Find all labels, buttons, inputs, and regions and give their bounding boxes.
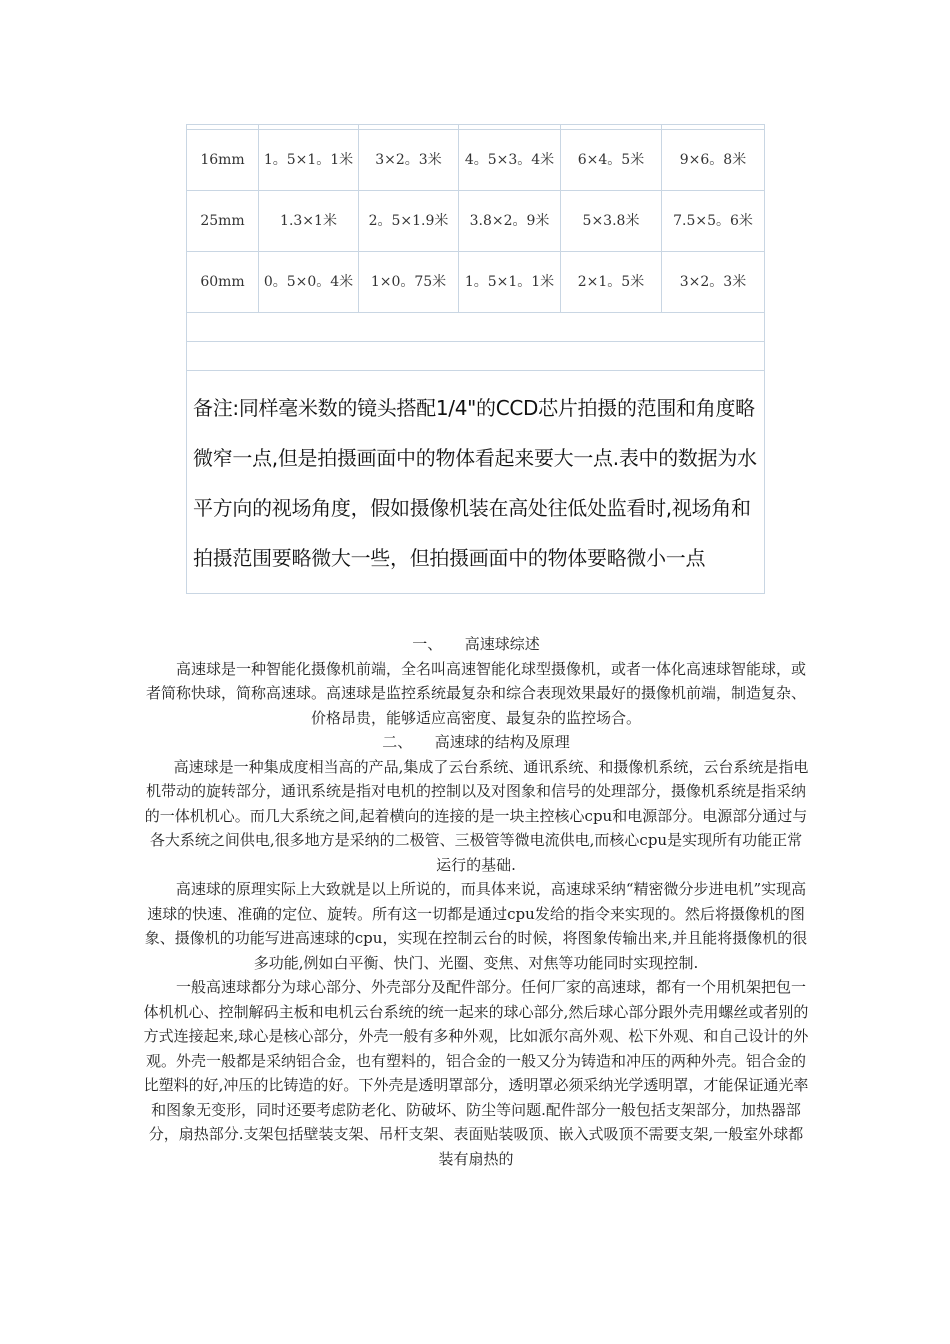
section-title: 高速球综述 <box>464 635 540 653</box>
table-note-row <box>187 371 765 594</box>
lens-range-table <box>186 124 765 594</box>
section-number: 一、 <box>412 635 443 653</box>
section-title: 高速球的结构及原理 <box>434 733 570 751</box>
range-cell: 4。5×3。4米 <box>459 130 561 191</box>
range-cell: 2。5×1.9米 <box>359 191 459 252</box>
range-cell: 9×6。8米 <box>662 130 765 191</box>
range-cell: 1×0。75米 <box>359 252 459 313</box>
focal-length-cell: 16mm <box>187 130 259 191</box>
range-cell: 3.8×2。9米 <box>459 191 561 252</box>
range-cell: 1。5×1。1米 <box>259 130 359 191</box>
table-row-empty <box>187 342 765 371</box>
focal-length-cell: 60mm <box>187 252 259 313</box>
article-body <box>143 632 809 1171</box>
table-row <box>187 191 765 252</box>
range-cell: 3×2。3米 <box>359 130 459 191</box>
table-row-empty <box>187 313 765 342</box>
table-row <box>187 130 765 191</box>
section-heading <box>143 632 809 657</box>
range-cell: 1。5×1。1米 <box>459 252 561 313</box>
range-cell: 7.5×5。6米 <box>662 191 765 252</box>
section-number: 二、 <box>382 733 413 751</box>
focal-length-cell: 25mm <box>187 191 259 252</box>
range-cell: 5×3.8米 <box>561 191 662 252</box>
range-cell: 0。5×0。4米 <box>259 252 359 313</box>
paragraph: 高速球的原理实际上大致就是以上所说的，而具体来说，高速球采纳“精密微分步进电机”实现高速球的快速、准确的定位、旋转。所有这一切都是通过cpu发给的指令来实现的。然后将摄像机的图象、摄像机的功能写进高速球的cpu，实现在控制云台的时候，将图象传输出来,并且能将摄像机的很多功能,例如白平衡、快门、光圈、变焦、对焦等功能同时实现控制. <box>144 880 808 972</box>
paragraph: 高速球是一种智能化摄像机前端，全名叫高速智能化球型摄像机，或者一体化高速球智能球，或者简称快球，简称高速球。高速球是监控系统最复杂和综合表现效果最好的摄像机前端，制造复杂、价格昂贵，能够适应高密度、最复杂的监控场合。 <box>145 659 806 727</box>
range-cell: 1.3×1米 <box>259 191 359 252</box>
lens-range-table-container <box>186 124 764 594</box>
range-cell: 3×2。3米 <box>662 252 765 313</box>
section-heading <box>143 730 809 755</box>
table-row <box>187 252 765 313</box>
range-cell: 2×1。5米 <box>561 252 662 313</box>
paragraph: 高速球是一种集成度相当高的产品,集成了云台系统、通讯系统、和摄像机系统，云台系统是指电机带动的旋转部分，通讯系统是指对电机的控制以及对图象和信号的处理部分，摄像机系统是指采纳的一体机机心。而几大系统之间,起着横向的连接的是一块主控核心cpu和电源部分。电源部分通过与各大系统之间供电,很多地方是采纳的二极管、三极管等微电流供电,而核心cpu是实现所有功能正常运行的基础. <box>144 757 809 874</box>
table-note: 备注:同样毫米数的镜头搭配1/4"的CCD芯片拍摄的范围和角度略微窄一点,但是拍摄画面中的物体看起来要大一点.表中的数据为水平方向的视场角度，假如摄像机装在高处往低处监看时,视场角和拍摄范围要略微大一些，但拍摄画面中的物体要略微小一点 <box>187 371 765 594</box>
range-cell: 6×4。5米 <box>561 130 662 191</box>
paragraph: 一般高速球都分为球心部分、外壳部分及配件部分。任何厂家的高速球，都有一个用机架把包一体机机心、控制解码主板和电机云台系统的统一起来的球心部分,然后球心部分跟外壳用螺丝或者别的方式连接起来,球心是核心部分，外壳一般有多种外观，比如派尔高外观、松下外观、和自己设计的外观。外壳一般都是采纳铝合金，也有塑料的，铝合金的一般又分为铸造和冲压的两种外壳。铝合金的比塑料的好,冲压的比铸造的好。下外壳是透明罩部分，透明罩必须采纳光学透明罩，才能保证通光率和图象无变形，同时还要考虑防老化、防破坏、防尘等问题.配件部分一般包括支架部分，加热器部分，扇热部分.支架包括壁装支架、吊杆支架、表面贴装吸顶、嵌入式吸顶不需要支架,一般室外球都装有扇热的 <box>143 978 809 1168</box>
